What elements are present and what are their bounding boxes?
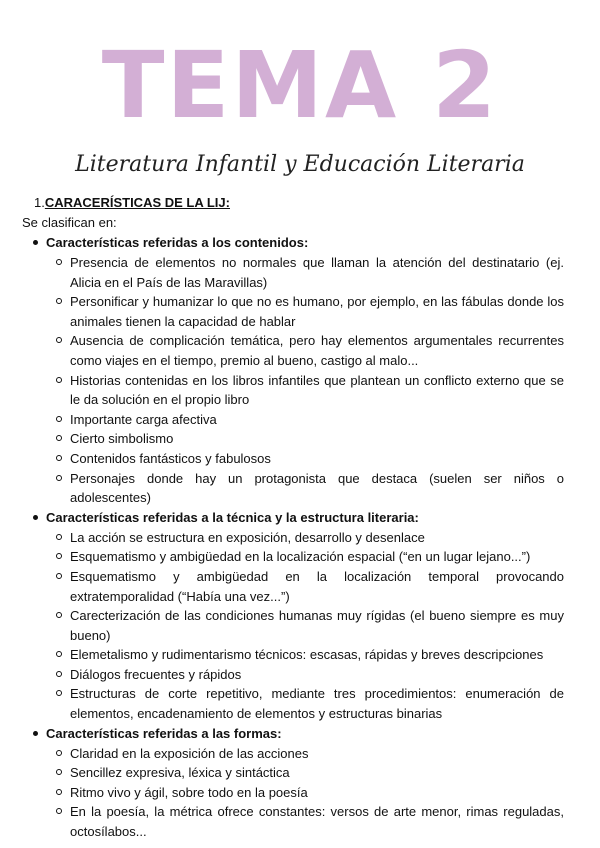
circle-bullet-icon — [56, 553, 62, 559]
list-item — [0, 410, 600, 430]
list-item — [0, 331, 600, 370]
list-item — [0, 449, 600, 469]
item-text: Carecterización de las condiciones humanas muy rígidas (el bueno siempre es muy bueno) — [70, 608, 564, 643]
item-text: Cierto simbolismo — [70, 431, 174, 447]
list-item — [0, 567, 600, 606]
category-title: Características referidas a los contenidos: — [46, 235, 309, 250]
item-list — [0, 528, 600, 724]
circle-bullet-icon — [56, 612, 62, 618]
section-number: 1. — [34, 195, 45, 210]
item-text: Claridad en la exposición de las acciones — [70, 745, 309, 761]
circle-bullet-icon — [56, 750, 62, 756]
category-heading — [0, 508, 600, 528]
item-list — [0, 253, 600, 508]
item-text: Ausencia de complicación temática, pero hay elementos argumentales recurrentes como viajes en el tiempo, premio al bueno, castigo al malo... — [70, 333, 564, 368]
circle-bullet-icon — [56, 690, 62, 696]
page-title: TEMA 2 — [101, 32, 499, 139]
list-item — [0, 429, 600, 449]
section-heading — [0, 193, 600, 213]
circle-bullet-icon — [56, 651, 62, 657]
item-text: Personajes donde hay un protagonista que destaca (suelen ser niños o adolescentes) — [70, 470, 564, 506]
circle-bullet-icon — [56, 789, 62, 795]
bullet-icon — [33, 240, 38, 245]
circle-bullet-icon — [56, 298, 62, 304]
item-text: Ritmo vivo y ágil, sobre todo en la poesía — [70, 784, 308, 800]
list-item — [0, 606, 600, 645]
circle-bullet-icon — [56, 416, 62, 422]
item-text: Personificar y humanizar lo que no es humano, por ejemplo, en las fábulas donde los animales tienen la capacidad de hablar — [70, 294, 564, 329]
item-text: Esquematismo y ambigüedad en la localización temporal provocando extratemporalidad (“Había una vez...”) — [70, 568, 564, 604]
category-contenidos — [0, 233, 600, 508]
item-text: Diálogos frecuentes y rápidos — [70, 666, 242, 682]
item-text: En la poesía, la métrica ofrece constantes: versos de arte menor, rimas reguladas, octosílabos... — [70, 804, 564, 840]
circle-bullet-icon — [56, 769, 62, 775]
category-title: Características referidas a la técnica y la estructura literaria: — [46, 509, 419, 525]
item-text: Contenidos fantásticos y fabulosos — [70, 450, 271, 466]
list-item — [0, 371, 600, 410]
circle-bullet-icon — [56, 534, 62, 540]
list-item — [0, 528, 600, 548]
circle-bullet-icon — [56, 435, 62, 441]
category-formas — [0, 724, 600, 842]
circle-bullet-icon — [56, 808, 62, 814]
item-text: Esquematismo y ambigüedad en la localización espacial (“en un lugar lejano...”) — [70, 549, 531, 565]
item-text: Elemetalismo y rudimentarismo técnicos: escasas, rápidas y breves descripciones — [70, 647, 544, 663]
item-text: La acción se estructura en exposición, desarrollo y desenlace — [70, 529, 425, 545]
bullet-icon — [33, 731, 38, 736]
item-list — [0, 744, 600, 842]
list-item — [0, 802, 600, 841]
circle-bullet-icon — [56, 455, 62, 461]
list-item — [0, 253, 600, 292]
circle-bullet-icon — [56, 475, 62, 481]
circle-bullet-icon — [56, 259, 62, 265]
list-item — [0, 469, 600, 508]
item-text: Importante carga afectiva — [70, 411, 217, 427]
list-item — [0, 684, 600, 723]
circle-bullet-icon — [56, 337, 62, 343]
list-item — [0, 547, 600, 567]
category-heading — [0, 233, 600, 253]
list-item — [0, 645, 600, 665]
page-subtitle: Literatura Infantil y Educación Literaria — [75, 152, 525, 177]
category-tecnica — [0, 508, 600, 724]
list-item — [0, 292, 600, 331]
bullet-icon — [33, 515, 38, 520]
document-content — [0, 193, 600, 842]
section-heading-text: CARACERÍSTICAS DE LA LIJ: — [44, 195, 230, 210]
category-list — [0, 233, 600, 842]
list-item — [0, 763, 600, 783]
circle-bullet-icon — [56, 573, 62, 579]
list-item — [0, 665, 600, 685]
list-item — [0, 783, 600, 803]
item-text: Sencillez expresiva, léxica y sintáctica — [70, 765, 290, 781]
item-text: Estructuras de corte repetitivo, mediante tres procedimientos: enumeración de elementos, encadenamiento de elementos y estructuras binarias — [70, 686, 564, 722]
section-intro: Se clasifican en: — [22, 215, 117, 230]
item-text: Historias contenidas en los libros infantiles que plantean un conflicto externo que se le da solución en el propio libro — [70, 372, 564, 408]
circle-bullet-icon — [56, 377, 62, 383]
circle-bullet-icon — [56, 671, 62, 677]
list-item — [0, 744, 600, 764]
category-heading — [0, 724, 600, 744]
item-text: Presencia de elementos no normales que llaman la atención del destinatario (ej. Alicia en el País de las Maravillas) — [70, 255, 564, 290]
category-title: Características referidas a las formas: — [46, 725, 282, 741]
